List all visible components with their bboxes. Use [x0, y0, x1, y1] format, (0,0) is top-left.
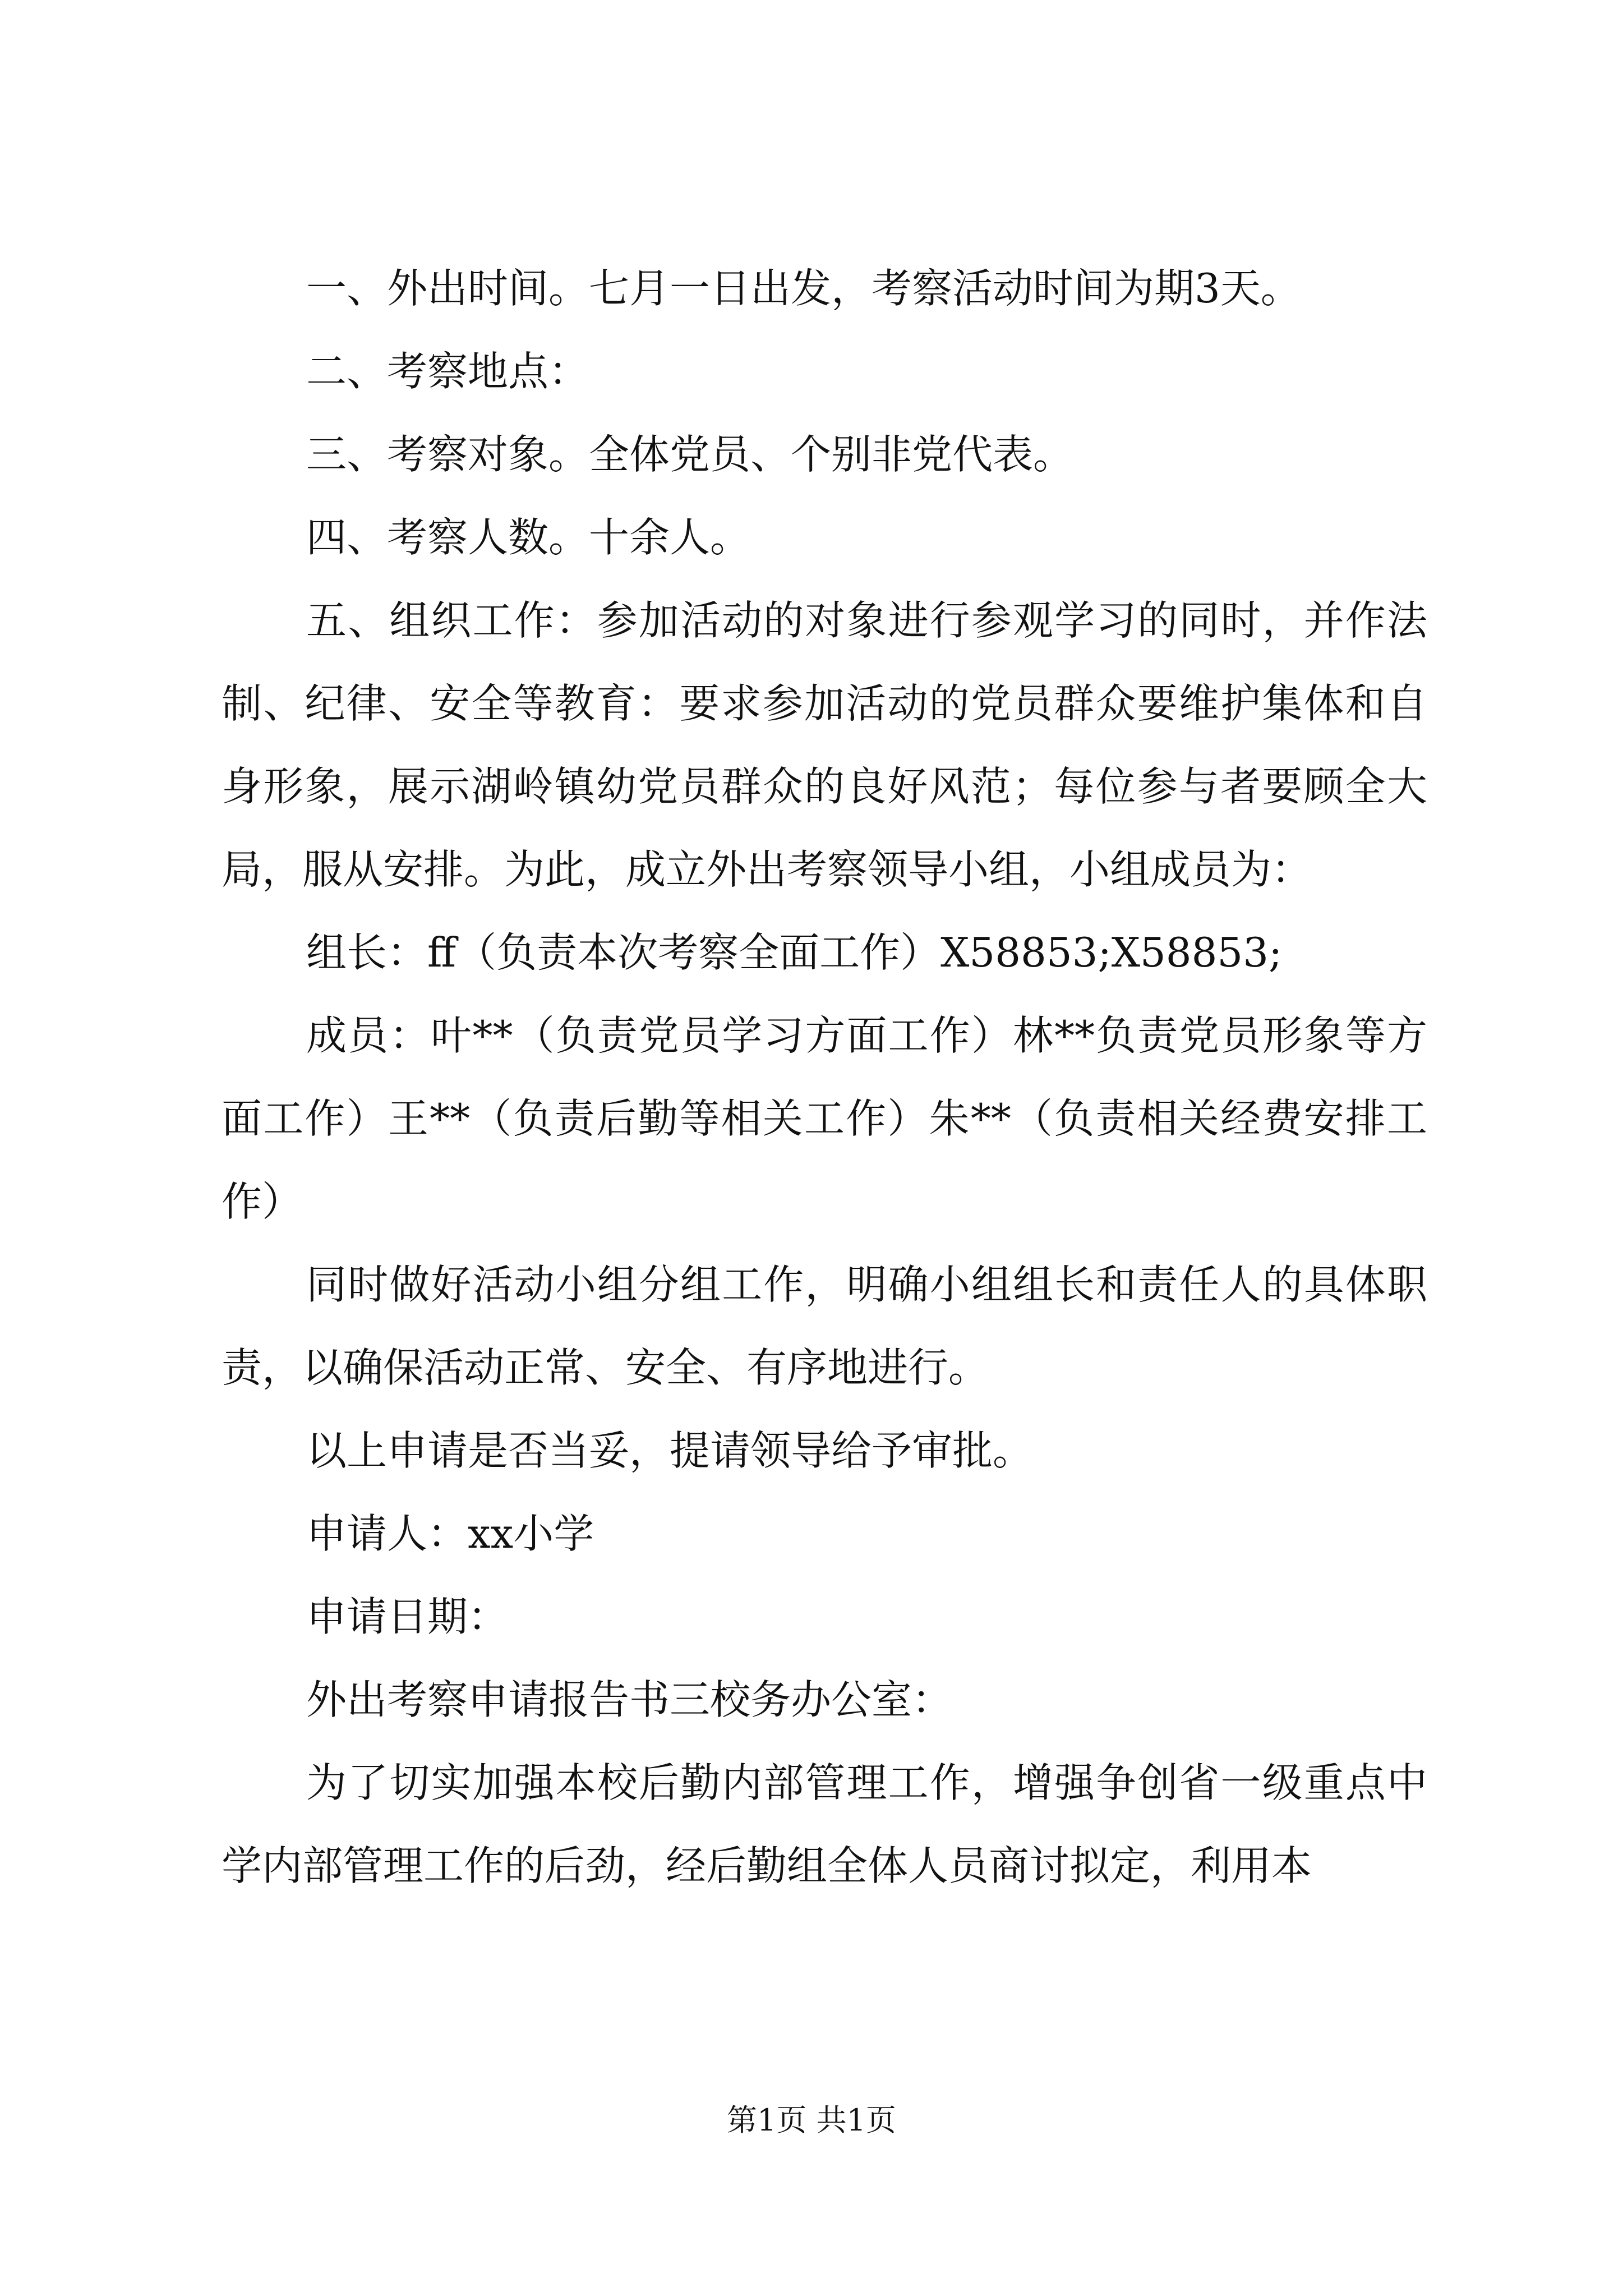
paragraph-participants: 三、考察对象。全体党员、个别非党代表。: [306, 431, 1074, 478]
paragraph-logistics: 为了切实加强本校后勤内部管理工作，增强争创省一级重点中学内部管理工作的后劲，经后勤组全体人员商讨拟定，利用本: [222, 1759, 1427, 1889]
paragraph-headcount: 四、考察人数。十余人。: [306, 514, 751, 561]
paragraph-application-date: 申请日期：: [306, 1593, 509, 1640]
paragraph-group-leader: 组长：ff（负责本次考察全面工作）X58853;X58853;: [306, 929, 1283, 976]
paragraph-location: 二、考察地点：: [306, 348, 589, 395]
paragraph-members: 成员：叶**（负责党员学习方面工作）林**负责党员形象等方面工作）王**（负责后勤等相关工作）朱**（负责相关经费安排工作）: [222, 1012, 1427, 1225]
paragraph-report-title: 外出考察申请报告书三校务办公室：: [306, 1676, 953, 1723]
paragraph-departure-time: 一、外出时间。七月一日出发，考察活动时间为期3天。: [306, 265, 1301, 312]
paragraph-applicant: 申请人：xx小学: [306, 1510, 594, 1557]
paragraph-organization: 五、组织工作：参加活动的对象进行参观学习的同时，并作法制、纪律、安全等教育：要求参加活动的党员群众要维护集体和自身形象，展示湖岭镇幼党员群众的良好风范；每位参与者要顾全大局，服从安排。为此，成立外出考察领导小组，小组成员为：: [222, 597, 1427, 893]
page-footer: 第1页 共1页: [727, 2102, 896, 2138]
paragraph-approval-request: 以上申请是否当妥，提请领导给予审批。: [306, 1427, 1034, 1474]
document-body: [222, 247, 1427, 1907]
paragraph-grouping: 同时做好活动小组分组工作，明确小组组长和责任人的具体职责，以确保活动正常、安全、有序地进行。: [222, 1261, 1427, 1391]
